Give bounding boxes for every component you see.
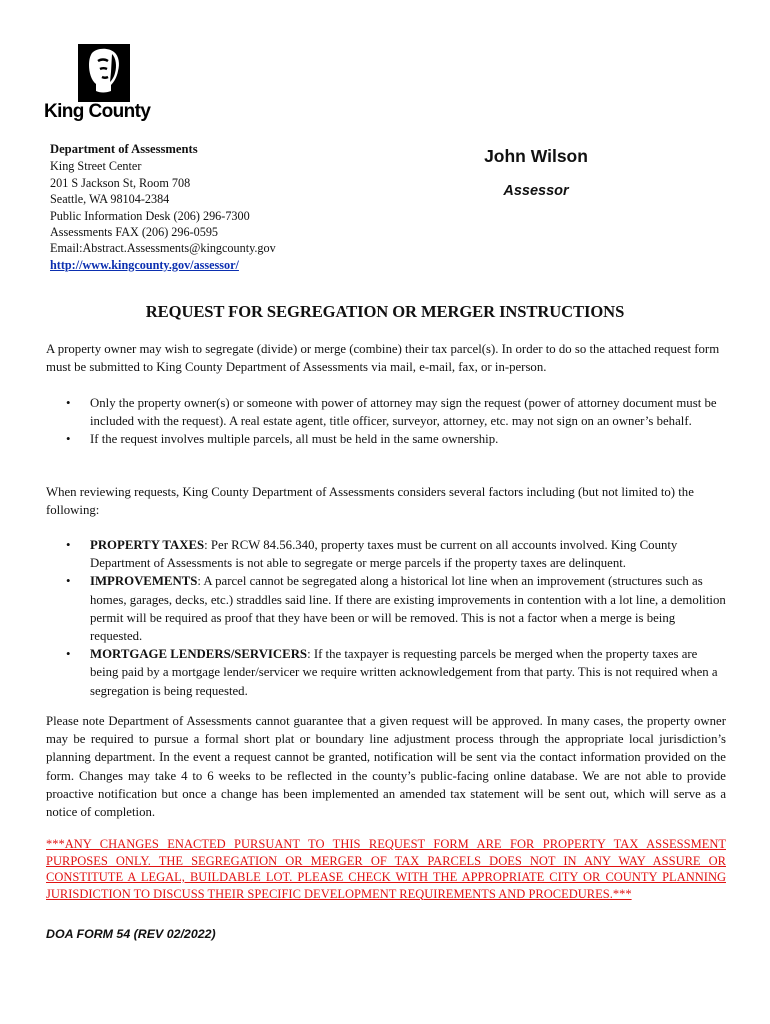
- bullet-icon: •: [66, 574, 71, 589]
- factor-text: : A parcel cannot be segregated along a historical lot line when an improvement (structures such as homes, garages, decks, etc.) straddles said line. If there are existing improvements in contention with a lot line, a demolition permit will be required as proof that they have been or will be removed. This is not a factor when a merge is being requested.: [90, 574, 726, 644]
- fax-line: Assessments FAX (206) 296-0595: [50, 225, 219, 240]
- list-item: [46, 536, 726, 572]
- address-line: 201 S Jackson St, Room 708: [50, 175, 191, 190]
- king-county-wordmark: King County: [44, 101, 151, 122]
- factor-label: PROPERTY TAXES: [90, 538, 205, 552]
- department-name: Department of Assessments: [50, 142, 198, 156]
- list-item: [46, 645, 726, 700]
- department-address-block: [50, 141, 276, 273]
- intro-paragraph: [46, 340, 726, 376]
- factors-intro-paragraph: [46, 483, 726, 519]
- note-paragraph: [46, 712, 726, 821]
- factor-text: : If the taxpayer is requesting parcels be merged when the property taxes are being paid by a mortgage lender/servicer we require written acknowledgement from that party. This is not required when a segregation is being requested.: [90, 647, 718, 698]
- bullet-icon: •: [66, 647, 71, 662]
- requirement-text: Only the property owner(s) or someone with power of attorney may sign the request (power of attorney document must be included with the request). A real estate agent, title officer, surveyor, attorney, etc. may not sign on an owner’s behalf.: [90, 396, 717, 429]
- address-line: King Street Center: [50, 159, 142, 174]
- list-item: [46, 394, 726, 430]
- email-line: Email:Abstract.Assessments@kingcounty.gov: [50, 241, 276, 256]
- factor-text: : Per RCW 84.56.340, property taxes must be current on all accounts involved. King County Department of Assessments is not able to segregate or merge parcels if the property taxes are delinquent.: [90, 538, 678, 571]
- assessor-block: [466, 146, 606, 199]
- requirement-text: If the request involves multiple parcels, all must be held in the same ownership.: [90, 432, 499, 447]
- phone-line: Public Information Desk (206) 296-7300: [50, 208, 250, 223]
- form-number: DOA FORM 54 (REV 02/2022): [46, 927, 216, 941]
- assessor-website-link[interactable]: http://www.kingcounty.gov/assessor/: [50, 257, 239, 272]
- legal-warning: ***ANY CHANGES ENACTED PURSUANT TO THIS REQUEST FORM ARE FOR PROPERTY TAX ASSESSMENT PURPOSES ONLY. THE SEGREGATION OR MERGER OF TAX PARCELS DOES NOT IN ANY WAY ASSURE OR CONSTITUTE A LEGAL, BUILDABLE LOT. PLEASE CHECK WITH THE APPROPRIATE CITY OR COUNTY PLANNING JURISDICTION TO DISCUSS THEIR SPECIFIC DEVELOPMENT REQUIREMENTS AND PROCEDURES.***: [46, 837, 726, 901]
- king-county-emblem-icon: [78, 44, 130, 102]
- factors-list: [46, 536, 726, 700]
- king-county-logo: [44, 44, 168, 128]
- bullet-icon: •: [66, 538, 71, 552]
- page-title: REQUEST FOR SEGREGATION OR MERGER INSTRUCTIONS: [145, 302, 625, 321]
- factors-intro-text: When reviewing requests, King County Department of Assessments considers several factors including (but not limited to) the following:: [46, 485, 694, 518]
- address-line: Seattle, WA 98104-2384: [50, 192, 170, 207]
- list-item: [46, 572, 726, 645]
- bullet-icon: •: [66, 396, 71, 410]
- factor-label: IMPROVEMENTS: [90, 574, 198, 589]
- assessor-title: Assessor: [503, 183, 569, 199]
- requirements-list: [46, 394, 726, 449]
- bullet-icon: •: [66, 432, 71, 447]
- assessor-name: John Wilson: [484, 146, 588, 166]
- intro-text: A property owner may wish to segregate (divide) or merge (combine) their tax parcel(s). In order to do so the attached request form must be submitted to King County Department of Assessments via mail, e-mail, fax, or in-person.: [46, 342, 720, 375]
- factor-label: MORTGAGE LENDERS/SERVICERS: [90, 647, 308, 662]
- note-text: Please note Department of Assessments cannot guarantee that a given request will be approved. In many cases, the property owner may be required to pursue a formal short plat or boundary line adjustment process through the appropriate local jurisdiction’s planning department. In the event a request cannot be granted, notification will be sent via the contact information provided on the form. Changes may take 4 to 6 weeks to be reflected in the county’s public-facing online database. We are not able to provide proactive notification but once a change has been implemented an amended tax statement will be sent out, which will serve as a notice of completion.: [46, 714, 726, 820]
- list-item: [46, 430, 726, 448]
